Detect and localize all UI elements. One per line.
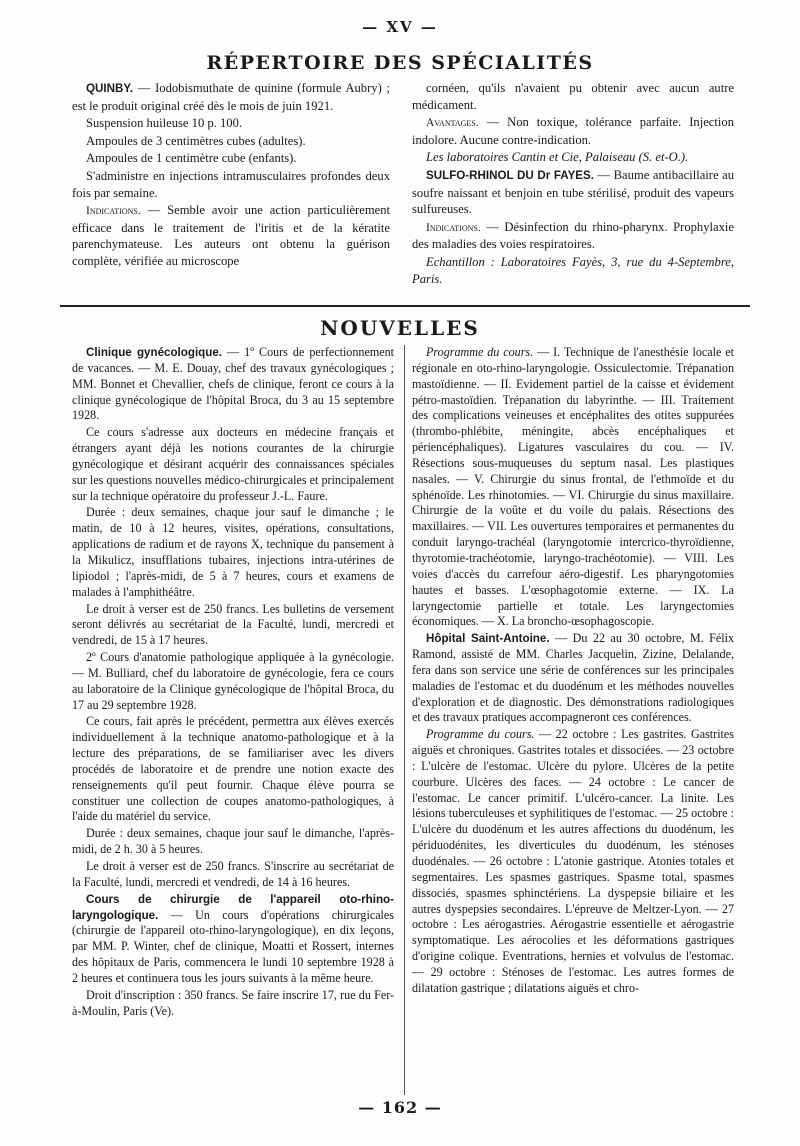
- body-text: Ampoules de 3 centimètres cubes (adultes).: [86, 133, 306, 148]
- paragraph: [72, 650, 394, 713]
- body-text: Ce cours s'adresse aux docteurs en médecine français et étrangers ayant déjà les notions courantes de la chirurgie gynécologique et désirant acquérir des connaissances spéciales sur les questions nouvelles médico-chirurgicales et principalement sur la technique opératoire du professeur J.-L. Faure.: [72, 425, 394, 503]
- paragraph: [412, 114, 734, 148]
- body-text: — Baume antibacillaire au soufre naissant et benjoin en tube stérilisé, produit des vapeurs sulfureuses.: [412, 167, 735, 217]
- paragraph: [412, 727, 734, 996]
- paragraph: [72, 988, 394, 1020]
- entry-heading: SULFO-RHINOL DU Dr FAYES.: [426, 168, 594, 182]
- body-text: Ce cours, fait après le précédent, permettra aux élèves exercés individuellement à la technique anatomo-pathologique et à la lecture des préparations, de se familiariser avec les divers procédés de laboratoire et de prendre une notion exacte des renseignements qu'il peut fournir. Chaque élève pourra se constituer une collection de coupes anatomo-pathologiques, à l'aide du matériel du service.: [72, 714, 394, 824]
- body-text: Durée : deux semaines, chaque jour sauf le dimanche, l'après-midi, de 2 h. 30 à 5 heures.: [72, 826, 394, 857]
- body-text: Droit d'inscription : 350 francs. Se faire inscrire 17, rue du Fer-à-Moulin, Paris (Ve).: [72, 987, 394, 1018]
- body-text: — Un cours d'opérations chirurgicales (chirurgie de l'appareil oto-rhino-laryngologique), en dix leçons, par MM. P. Winter, chef de clinique, Moatti et Rossert, internes des hôpitaux de Paris, commencera le lundi 10 septembre 1928 à 2 heures et continuera tous les jours suivants à la même heure.: [72, 907, 394, 985]
- body-text: 2º Cours d'anatomie pathologique appliquée à la gynécologie. — M. Bulliard, chef du laboratoire de gynécologie, fera ce cours au laboratoire de la Clinique gynécologique de l'hôpital Broca, du 17 au 29 septembre 1928.: [72, 650, 394, 712]
- paragraph: [72, 168, 390, 201]
- body-text: — 22 octobre : Les gastrites. Gastrites aiguës et chroniques. Gastrites totales et dissociées. — 23 octobre : L'ulcère de l'estomac. Ulcère du pylore. Ulcères de la petite courbure. Ulcères des faces. — 24 octobre : Le cancer de l'estomac. Le cancer primitif. L'ulcéro-cancer. La linite. Les lésions tuberculeuses et syphilitiques de l'estomac. — 25 octobre : L'ulcère du duodénum et les autres affections du duodénum, les périduodénites, les diverticules du duodénum, les sténoses duodénales. — 26 octobre : L'atonie gastrique. Atonies totales et segmentaires. Les spasmes gastriques. Spasme total, spasmes dissociés, spasmes sphinctériens. La dyspepsie biliaire et les autres dyspepsies secondaires. L'épreuve de Meltzer-Lyon. — 27 octobre : Les aérogastries. Aérogastrie essentielle et aérogastrie symptomatique. Les aérocolies et les déformations gastriques d'origine colique. Eventrations, hernies et volvulus de l'estomac. — 29 octobre : Sténoses de l'estomac. Les autres formes de dilatation gastrique ; dilatations aiguës et chro-: [412, 727, 734, 995]
- body-text: Suspension huileuse 10 p. 100.: [86, 116, 243, 131]
- nouvelles-title: NOUVELLES: [320, 316, 480, 340]
- body-text: S'administre en injections intramusculaires profondes deux fois par semaine.: [72, 168, 390, 200]
- italic-lead: Programme du cours.: [426, 345, 534, 359]
- nouvelles-right-column: [412, 345, 734, 998]
- entry-heading: Clinique gynécologique.: [86, 346, 222, 359]
- paragraph: [72, 202, 390, 269]
- body-text: — Semble avoir une action particulièrement efficace dans le traitement de l'iritis et de la kératite parenchymateuse. Les auteurs ont obtenu la guérison complète, vérifiée au microscope: [72, 203, 390, 268]
- paragraph: [412, 167, 734, 218]
- body-text: — Iodobismuthate de quinine (formule Aubry) ; est le produit original créé dès le mois de juin 1921.: [72, 81, 390, 113]
- paragraph: [72, 80, 390, 114]
- paragraph: [72, 115, 390, 132]
- body-text: — Non toxique, tolérance parfaite. Injection indolore. Aucune contre-indication.: [412, 115, 734, 147]
- paragraph: [72, 505, 394, 600]
- repertoire-right-column: [412, 80, 734, 288]
- paragraph: [412, 631, 734, 726]
- paragraph: [412, 345, 734, 630]
- repertoire-left-column: [72, 80, 390, 271]
- body-text: Durée : deux semaines, chaque jour sauf le dimanche ; le matin, de 10 à 12 heures, visites, opérations, consultations, applications de radium et de rayons X, technique du pansement à la Mikulicz, insufflations tubaires, injections intra-utérines de lipiodol ; l'après-midi, de 5 à 7 heures, cours et examens de malades à l'amphithéâtre.: [72, 505, 394, 599]
- body-text: cornéen, qu'ils n'avaient pu obtenir avec aucun autre médicament.: [412, 81, 734, 112]
- italic-lead: Programme du cours.: [426, 727, 535, 742]
- body-text: Le droit à verser est de 250 francs. Les bulletins de versement seront délivrés au secrétariat de la Faculté, lundi, mercredi et vendredi, de 15 à 17 heures.: [72, 601, 394, 648]
- repertoire-title: RÉPERTOIRE DES SPÉCIALITÉS: [206, 52, 594, 74]
- body-text: — 1º Cours de perfectionnement de vacances. — M. E. Douay, chef des travaux gynécologiques ; MM. Bonnet et Chevallier, chefs de clinique, feront ce cours à la clinique gynécologique de l'hôpital Broca, du 3 au 15 septembre 1928.: [72, 345, 394, 423]
- paragraph: [412, 219, 734, 253]
- body-text: Ampoules de 1 centimètre cube (enfants).: [86, 151, 297, 166]
- body-text: Le droit à verser est de 250 francs. S'inscrire au secrétariat de la Faculté, lundi, mercredi et vendredi, de 14 à 16 heures.: [72, 859, 394, 889]
- paragraph: [72, 345, 394, 424]
- body-text: — I. Technique de l'anesthésie locale et régionale en oto-rhino-laryngologie. Ossiculectomie. Trépanation mastoïdienne. — II. Evidement partiel de la caisse et évidement pétro-mastoïdien. Trépanation du labyrinthe. — III. Traitement des complications veineuses et encéphalites des otites suppurées (thrombo-phlébite, méningite, abcès encéphaliques et périencéphaliques). Ligatures vasculaires du cou. — IV. Résections sous-muqueuses du septum nasal. Les plastiques nasales. — V. Chirurgie du sinus frontal, de l'ethmoïde et du sphénoïde. Les rhinotomies. — VI. Chirurgie du sinus maxillaire. Chirurgie de la voûte et du voile du palais. Résections des maxillaires. — VII. Les ouvertures temporaires et permanentes du conduit laryngo-trachéal (laryngotomie intercrico-thyroïdienne, thyrotomie-trachéotomie, laryngo-trachéotomie). — VIII. Les voies d'accès du carrefour aéro-digestif. Les pharyngotomies hautes et basses. L'œsophagotomie externe. — IX. La laryngectomie partielle et totale. Les laryngectomies économiques. — X. La broncho-œsophagoscopie.: [412, 345, 734, 629]
- paragraph: [72, 826, 394, 858]
- paragraph: [412, 80, 734, 113]
- body-text: — Du 22 au 30 octobre, M. Félix Ramond, assisté de MM. Charles Jacquelin, Zizine, Delalande, fera dans son service une série de conférences sur les principales maladies de l'estomac et du duodénum et les méthodes nouvelles d'exploration et de diagnostic. Des démonstrations radiologiques et des travaux pratiques accompagneront ces conférences.: [412, 631, 734, 725]
- entry-subheading: Avantages.: [426, 117, 479, 130]
- paragraph: [72, 714, 394, 825]
- body-text: — Désinfection du rhino-pharynx. Prophylaxie des maladies des voies respiratoires.: [412, 219, 734, 252]
- entry-subheading: Indications.: [426, 221, 481, 234]
- paragraph: [72, 150, 390, 167]
- paragraph: [72, 425, 394, 504]
- entry-heading: Cours de chirurgie de l'appareil oto-rhino-laryngologique.: [72, 892, 394, 922]
- paragraph: [72, 892, 394, 987]
- entry-heading: QUINBY.: [86, 82, 134, 95]
- entry-subheading: Indications.: [86, 205, 141, 218]
- paragraph: [72, 859, 394, 891]
- page-number: — 162 —: [358, 1098, 442, 1117]
- nouvelles-left-column: [72, 345, 394, 1020]
- italic-note: Echantillon : Laboratoires Fayès, 3, rue du 4-Septembre, Paris.: [412, 254, 734, 286]
- paragraph: [412, 149, 734, 166]
- italic-note: Les laboratoires Cantin et Cie, Palaiseau (S. et-O.).: [426, 150, 689, 165]
- paragraph: [72, 133, 390, 150]
- section-divider: [60, 305, 750, 307]
- paragraph: [412, 254, 734, 287]
- column-divider: [404, 345, 405, 1095]
- paragraph: [72, 602, 394, 650]
- roman-page-number: — XV —: [362, 18, 438, 36]
- entry-heading: Hôpital Saint-Antoine.: [426, 632, 550, 646]
